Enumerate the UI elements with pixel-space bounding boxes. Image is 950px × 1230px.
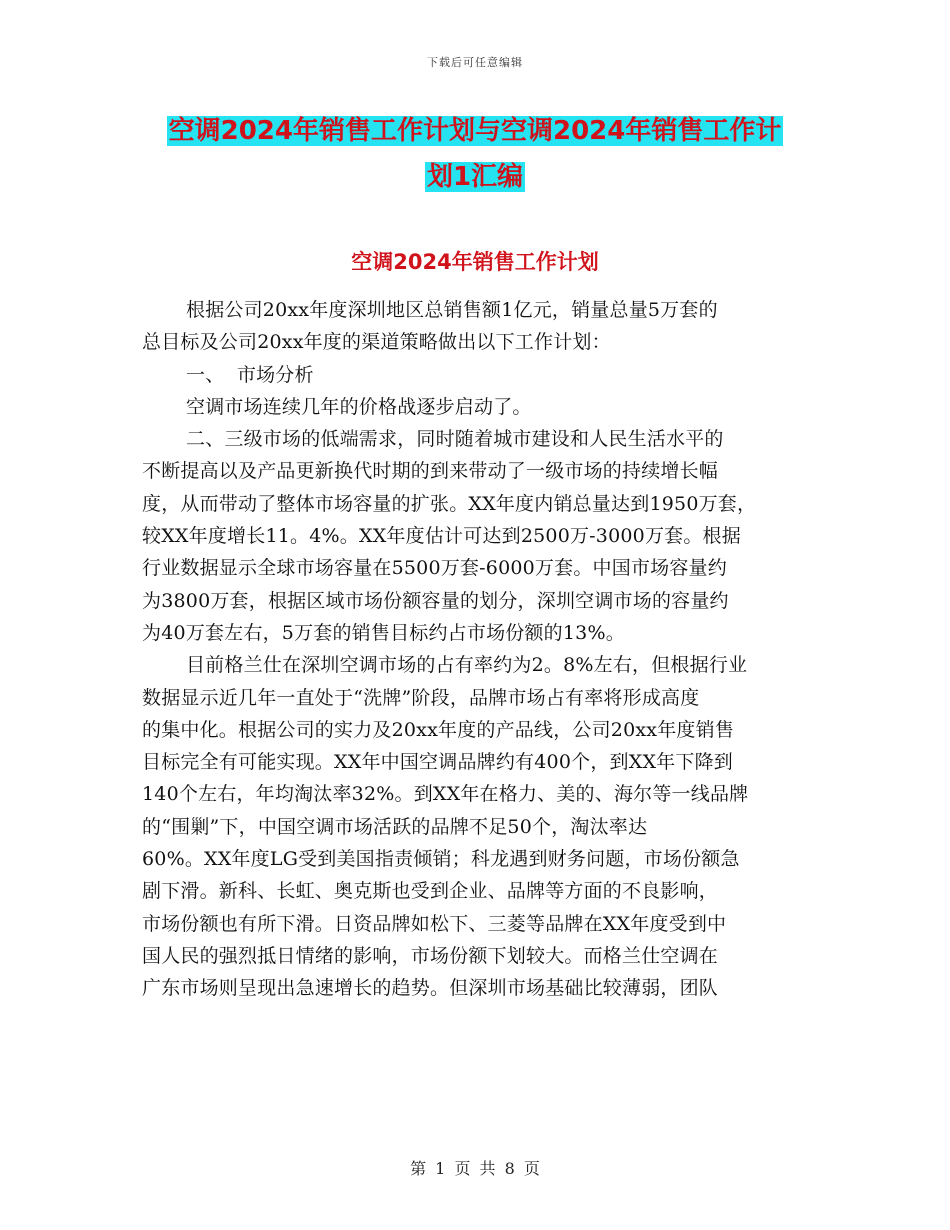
paragraph-line: 140个左右，年均淘汰率32%。到XX年在格力、美的、海尔等一线品牌 [142, 783, 749, 806]
document-title [0, 108, 950, 200]
paragraph-line: 数据显示近几年一直处于“洗牌”阶段，品牌市场占有率将形成高度 [142, 686, 700, 709]
paragraph-line: 目标完全有可能实现。XX年中国空调品牌约有400个，到XX年下降到 [142, 751, 733, 774]
paragraph-line: 二、三级市场的低端需求，同时随着城市建设和人民生活水平的 [186, 428, 724, 451]
heading-market-analysis: 一、 市场分析 [186, 363, 314, 386]
paragraph-line: 根据公司20xx年度深圳地区总销售额1亿元，销量总量5万套的 [186, 299, 718, 321]
paragraph-line: 不断提高以及产品更新换代时期的到来带动了一级市场的持续增长幅 [142, 460, 719, 483]
paragraph-line: 行业数据显示全球市场容量在5500万套-6000万套。中国市场容量约 [142, 557, 727, 580]
paragraph-line: 较XX年度增长11。4%。XX年度估计可达到2500万-3000万套。根据 [142, 525, 741, 548]
paragraph-line: 市场份额也有所下滑。日资品牌如松下、三菱等品牌在XX年度受到中 [142, 912, 727, 935]
document-title-line-2: 划1汇编 [426, 162, 524, 192]
paragraph-line: 度，从而带动了整体市场容量的扩张。XX年度内销总量达到1950万套， [142, 492, 757, 515]
paragraph-line: 为3800万套，根据区域市场份额容量的划分，深圳空调市场的容量约 [142, 589, 729, 612]
paragraph-line: 的集中化。根据公司的实力及20xx年度的产品线，公司20xx年度销售 [142, 718, 735, 741]
paragraph-line: 空调市场连续几年的价格战逐步启动了。 [186, 395, 532, 418]
page-footer: 第 1 页 共 8 页 [410, 1159, 540, 1178]
paragraph-line: 的“围剿”下，中国空调市场活跃的品牌不足50个，淘汰率达 [142, 815, 648, 838]
paragraph-line: 目前格兰仕在深圳空调市场的占有率约为2。8%左右，但根据行业 [186, 654, 748, 677]
paragraph-line: 广东市场则呈现出急速增长的趋势。但深圳市场基础比较薄弱，团队 [142, 977, 719, 1000]
document-title-line-1: 空调2024年销售工作计划与空调2024年销售工作计 [168, 116, 782, 146]
paragraph-line: 剧下滑。新科、长虹、奥克斯也受到企业、品牌等方面的不良影响， [142, 880, 719, 903]
paragraph-line: 总目标及公司20xx年度的渠道策略做出以下工作计划： [142, 331, 611, 354]
paragraph-line: 为40万套左右，5万套的销售目标约占市场份额的13%。 [142, 621, 625, 644]
page-header: 下载后可任意编辑 [427, 56, 523, 69]
section-title: 空调2024年销售工作计划 [351, 250, 599, 274]
paragraph-line: 国人民的强烈抵日情绪的影响，市场份额下划较大。而格兰仕空调在 [142, 944, 719, 967]
paragraph-line: 60%。XX年度LG受到美国指责倾销；科龙遇到财务问题，市场份额急 [142, 848, 740, 871]
body-text [142, 294, 812, 1005]
